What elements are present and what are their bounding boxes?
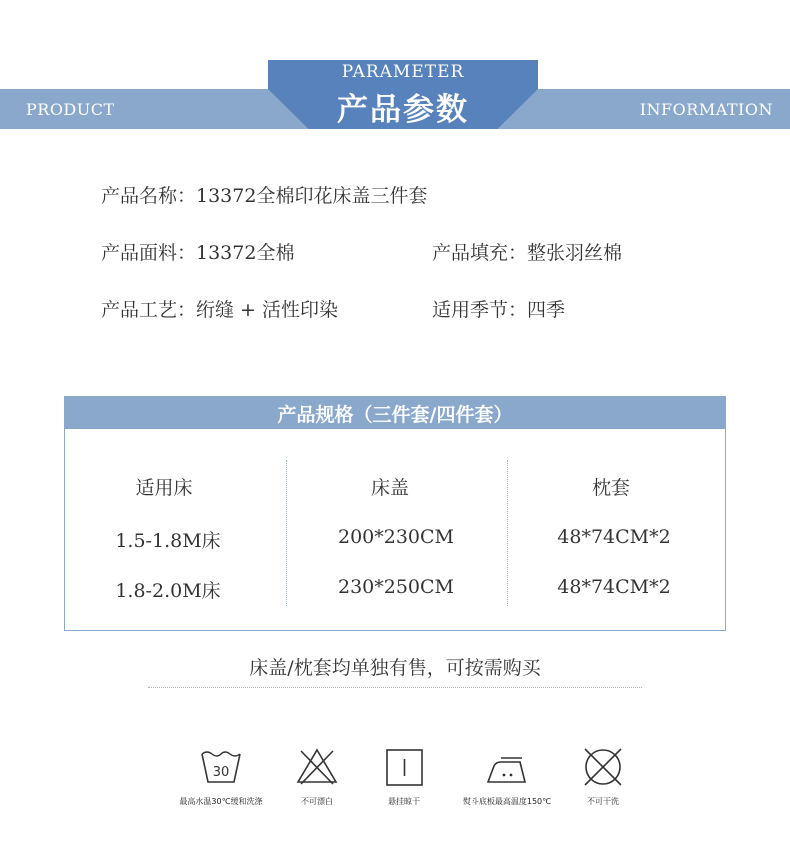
care-label: 悬挂晾干 — [388, 797, 420, 806]
column-header-pillowcase: 枕套 — [591, 477, 630, 499]
iron-low-icon — [484, 754, 530, 786]
ribbon-english-title: PARAMETER — [341, 62, 465, 82]
care-label: 最高水温30℃缓和洗涤 — [179, 797, 263, 806]
svg-text:30: 30 — [212, 765, 230, 780]
table-cell: 48*74CM*2 — [557, 526, 671, 548]
column-header-bedspread: 床盖 — [370, 477, 409, 499]
dotted-divider — [148, 687, 642, 688]
hang-dry-icon — [385, 748, 425, 788]
spec-table-title: 产品规格（三件套/四件套） — [277, 404, 513, 426]
care-label: 不可干洗 — [587, 797, 619, 806]
table-cell: 1.5-1.8M床 — [115, 530, 221, 552]
header-left-label: PRODUCT — [26, 100, 115, 119]
table-cell: 200*230CM — [337, 526, 455, 548]
info-filling: 产品填充：整张羽丝棉 — [432, 242, 623, 264]
sale-note: 床盖/枕套均单独有售，可按需购买 — [249, 657, 541, 679]
info-fabric: 产品面料：13372全棉 — [101, 242, 295, 264]
header-right-label: INFORMATION — [639, 100, 773, 119]
table-cell: 1.8-2.0M床 — [115, 580, 221, 602]
table-cell: 230*250CM — [337, 576, 455, 598]
info-product-name: 产品名称：13372全棉印花床盖三件套 — [101, 185, 428, 207]
column-header-bed: 适用床 — [135, 477, 193, 499]
table-cell: 48*74CM*2 — [557, 576, 671, 598]
care-label: 熨斗底板最高温度150℃ — [462, 797, 552, 806]
info-craft: 产品工艺：绗缝 + 活性印染 — [101, 299, 338, 321]
care-label: 不可漂白 — [301, 797, 333, 806]
wash-30-icon — [199, 747, 243, 787]
info-season: 适用季节：四季 — [432, 299, 566, 321]
ribbon-chinese-title: 产品参数 — [337, 92, 469, 128]
no-dry-clean-icon — [581, 746, 625, 788]
no-bleach-icon — [295, 746, 339, 786]
